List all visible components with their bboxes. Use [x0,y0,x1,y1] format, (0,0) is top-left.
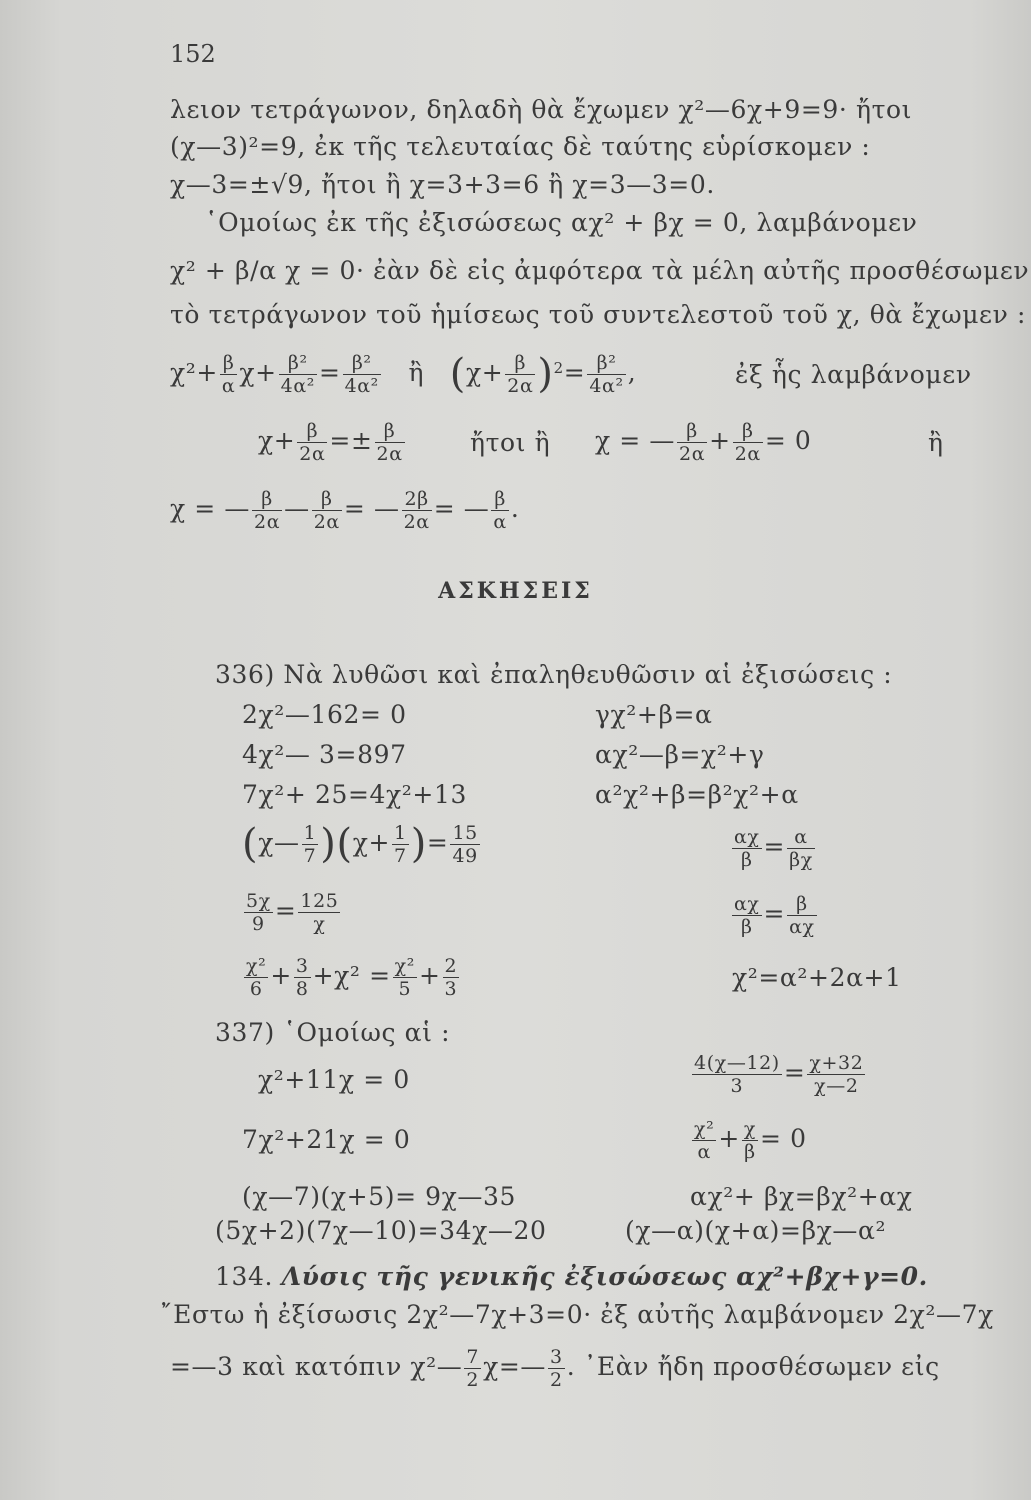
ex336-right-5: $\frac{\alpha\chi}{\beta}$ = $\frac{\beta}{\alpha\chi}$ [734,893,815,938]
ex336-left-1: 2χ²—162= 0 [242,700,407,729]
derivation-line-1: χ²+ $\frac{\beta}{\alpha}$ χ+ $\frac{\text{β²}}{\text{4α²}}$ = $\frac{\text{β²}}{\text{4α²}}$ ἢ (χ+ $\frac{\beta}{2\alpha}$ )$^2$= $\frac{\text{β²}}{\text{4α²}}$ , [170,351,637,397]
ex336-left-3: 7χ²+ 25=4χ²+13 [242,780,467,809]
section-heading: ΑΣΚΗΣΕΙΣ [438,578,593,604]
ex337-right-3: αχ²+ βχ=βχ²+αχ [690,1182,913,1211]
ex337-right-2: $\frac{\text{χ²}}{\alpha}$ + $\frac{\chi}{\beta}$ = 0 [694,1118,807,1163]
derivation-text-1: ἐξ ἧς λαμβάνομεν [735,360,972,389]
exercise-337-intro: 337) ῾Ομοίως αἱ : [215,1018,451,1047]
section-134-number: 134. [215,1262,274,1291]
derivation-text-2: ἤτοι ἢ [470,428,551,457]
derivation-line-3: χ = — $\frac{\beta}{2\alpha}$ — $\frac{\beta}{2\alpha}$ = — $\frac{2\beta}{2\alpha}$ = — $\frac{\beta}{\alpha}$ . [170,488,520,533]
derivation-line-2b: χ = — $\frac{\beta}{2\alpha}$ + $\frac{\beta}{2\alpha}$ = 0 [595,420,812,465]
section-134-line-2: =—3 καὶ κατόπιν χ²— $\frac{7}{2}$ χ=— $\frac{3}{2}$ . ᾿Εὰν ἤδη προσθέσωμεν εἰς [170,1346,940,1391]
ex337-right-1: $\frac{4(\chi—12)}{3}$ = $\frac{\chi+32}{\chi—2}$ [694,1052,864,1097]
paragraph-line-1: λειον τετράγωνον, δηλαδὴ θὰ ἔχωμεν χ²—6χ+9=9· ἤτοι [170,95,913,124]
ex337-left-1: χ²+11χ = 0 [258,1065,410,1094]
line2-start: =—3 καὶ κατόπιν χ²— [170,1352,463,1381]
ex336-right-4: $\frac{\alpha\chi}{\beta}$ = $\frac{\alpha}{\beta\chi}$ [734,826,813,871]
paragraph-line-2: (χ—3)²=9, ἐκ τῆς τελευταίας δὲ ταύτης εὑρίσκομεν : [170,132,871,161]
page-number: 152 [170,40,216,68]
paragraph-line-5: χ² + β/α χ = 0· ἐὰν δὲ εἰς ἀμφότερα τὰ μέλη αὐτῆς προσθέσωμεν [170,256,1030,285]
exercise-336-intro: 336) Νὰ λυθῶσι καὶ ἐπαληθευθῶσιν αἱ ἐξισώσεις : [215,660,893,689]
paragraph-line-4: ῾Ομοίως ἐκ τῆς ἐξισώσεως αχ² + βχ = 0, λαμβάνομεν [205,208,918,237]
ex337-left-4: (5χ+2)(7χ—10)=34χ—20 [215,1216,547,1245]
ex337-left-2: 7χ²+21χ = 0 [242,1125,411,1154]
paragraph-line-3: χ—3=±√9, ἤτοι ἢ χ=3+3=6 ἢ χ=3—3=0. [170,170,715,199]
paragraph-line-6: τὸ τετράγωνον τοῦ ἡμίσεως τοῦ συντελεστοῦ τοῦ χ, θὰ ἔχωμεν : [170,300,1026,329]
ex336-right-2: αχ²—β=χ²+γ [595,740,765,769]
ex336-right-3: α²χ²+β=β²χ²+α [595,780,799,809]
line2-mid: χ=— [483,1352,547,1381]
line2-end: . ᾿Εὰν ἤδη προσθέσωμεν εἰς [566,1352,940,1381]
ex336-left-2: 4χ²— 3=897 [242,740,407,769]
ex336-right-6: χ²=α²+2α+1 [732,963,902,992]
derivation-line-2: χ+ $\frac{\beta}{2\alpha}$ =± $\frac{\beta}{2\alpha}$ [258,420,403,465]
derivation-text-3: ἢ [928,428,944,457]
ex337-right-4: (χ—α)(χ+α)=βχ—α² [625,1216,887,1245]
ex336-right-1: γχ²+β=α [595,700,713,729]
ex336-left-4: (χ— $\frac{1}{7}$ )(χ+ $\frac{1}{7}$ )= $\frac{15}{49}$ [242,821,478,867]
section-134-header [215,1262,928,1292]
ex336-left-5: $\frac{5\chi}{9}$ = $\frac{125}{\chi}$ [246,890,339,935]
section-134-line-1: ῎Εστω ἡ ἐξίσωσις 2χ²—7χ+3=0· ἐξ αὐτῆς λαμβάνομεν 2χ²—7χ [160,1300,994,1329]
section-134-title: Λύσις τῆς γενικῆς ἐξισώσεως αχ²+βχ+γ=0. [281,1262,928,1291]
ex336-left-6: $\frac{\text{χ²}}{6}$ + $\frac{3}{8}$ +χ² = $\frac{\text{χ²}}{5}$ + $\frac{2}{3}$ [246,955,458,1000]
ex337-left-3: (χ—7)(χ+5)= 9χ—35 [242,1182,517,1211]
